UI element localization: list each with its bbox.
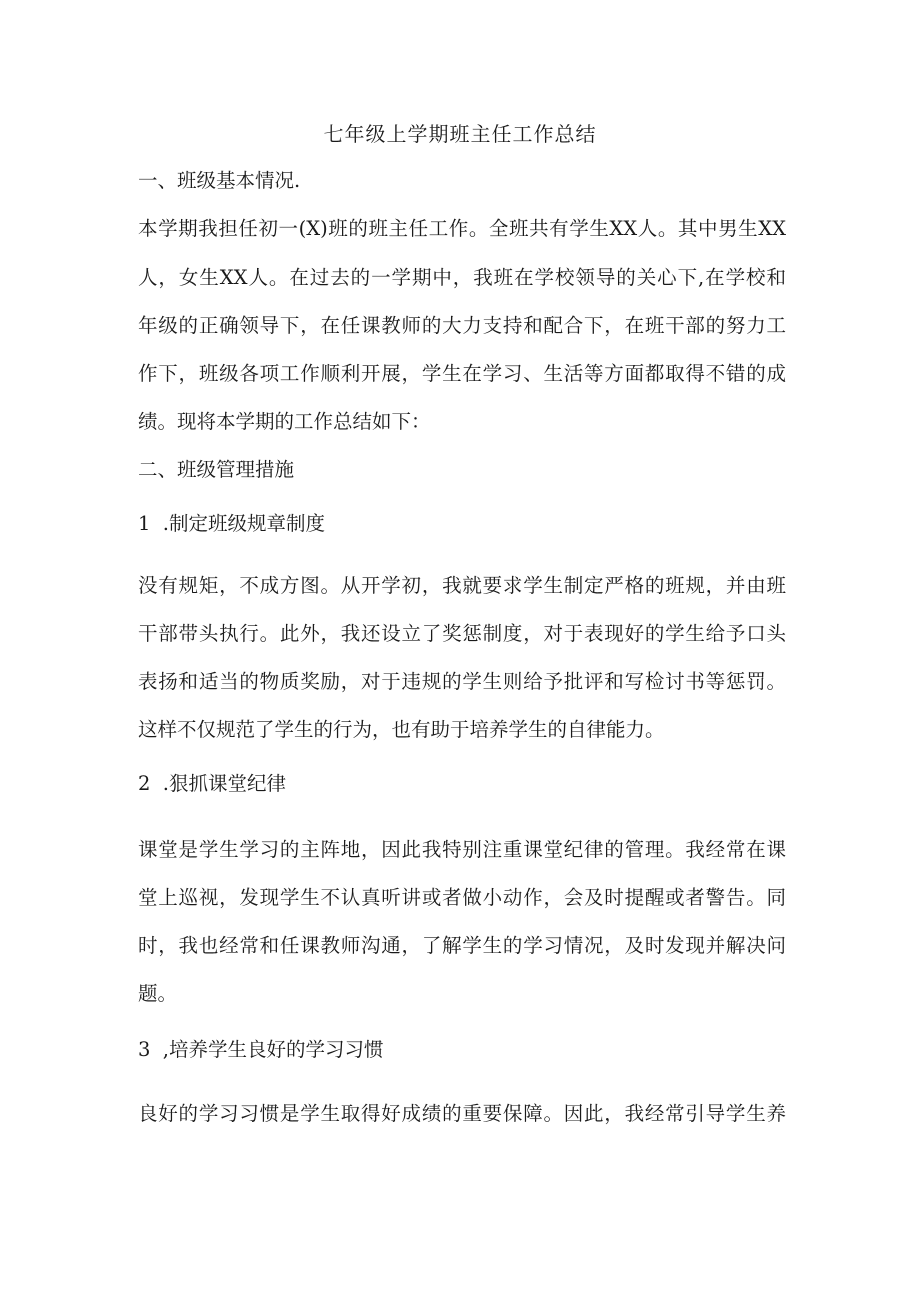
section-heading-1: 一、班级基本情况.	[138, 169, 301, 192]
subsection-heading-2: 2 .狠抓课堂纪律	[138, 772, 287, 795]
paragraph-line: 绩。现将本学期的工作总结如下：	[138, 410, 431, 433]
document-title: 七年级上学期班主任工作总结	[323, 122, 597, 146]
paragraph-line: 题。	[138, 982, 178, 1005]
paragraph-line: 堂上巡视，发现学生不认真听讲或者做小动作，会及时提醒或者警告。同	[138, 886, 786, 909]
paragraph-line: 年级的正确领导下，在任课教师的大力支持和配合下，在班干部的努力工	[138, 314, 786, 337]
paragraph-line: 人，女生XX人。在过去的一学期中，我班在学校领导的关心下,在学校和	[138, 266, 786, 289]
paragraph-line: 这样不仅规范了学生的行为，也有助于培养学生的自律能力。	[138, 718, 665, 741]
paragraph-line: 良好的学习习惯是学生取得好成绩的重要保障。因此，我经常引导学生养	[138, 1102, 786, 1125]
paragraph-line: 作下，班级各项工作顺利开展，学生在学习、生活等方面都取得不错的成	[138, 362, 786, 385]
section-heading-2: 二、班级管理措施	[138, 458, 295, 481]
paragraph-line: 表扬和适当的物质奖励，对于违规的学生则给予批评和写检讨书等惩罚。	[138, 670, 786, 693]
paragraph-line: 干部带头执行。此外，我还设立了奖惩制度，对于表现好的学生给予口头	[138, 622, 786, 645]
paragraph-line: 时，我也经常和任课教师沟通，了解学生的学习情况，及时发现并解决问	[138, 934, 786, 957]
paragraph-line: 课堂是学生学习的主阵地，因此我特别注重课堂纪律的管理。我经常在课	[138, 838, 786, 861]
paragraph-line: 没有规矩，不成方图。从开学初，我就要求学生制定严格的班规，并由班	[138, 574, 786, 597]
paragraph-line: 本学期我担任初一(X)班的班主任工作。全班共有学生XX人。其中男生XX	[138, 217, 786, 240]
subsection-heading-1: 1 .制定班级规章制度	[138, 512, 326, 535]
subsection-heading-3: 3 ,培养学生良好的学习习惯	[138, 1038, 384, 1061]
